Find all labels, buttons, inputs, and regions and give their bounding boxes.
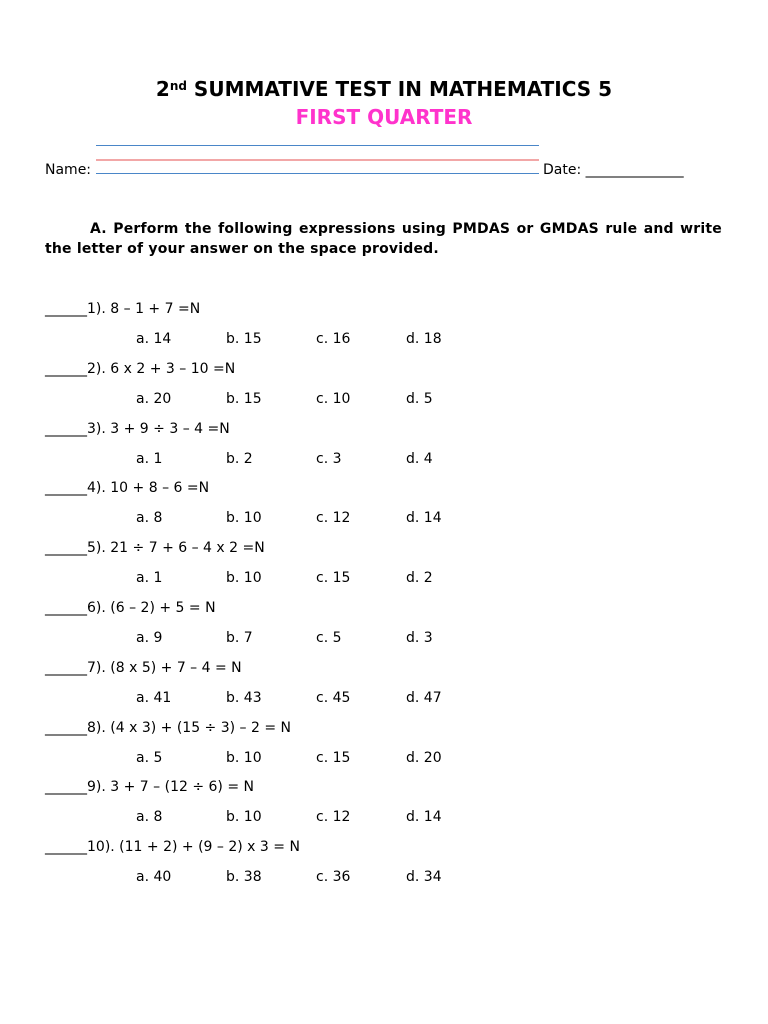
question-5-choice-c: c. 15 (316, 570, 351, 587)
question-9-choice-d: d. 14 (406, 809, 442, 826)
question-10-choice-c: c. 36 (316, 869, 351, 886)
question-10-choice-a: a. 40 (136, 869, 172, 886)
question-8-prompt: ______8). (4 x 3) + (15 ÷ 3) – 2 = N (45, 719, 292, 736)
question-7-choice-a: a. 41 (136, 689, 172, 706)
question-4-choice-a: a. 8 (136, 510, 163, 527)
date-field-label: Date: ______________ (543, 162, 684, 178)
question-6-choice-b: b. 7 (226, 630, 253, 646)
question-3-choice-a: a. 1 (136, 450, 163, 467)
question-5-prompt: ______5). 21 ÷ 7 + 6 – 4 x 2 =N (45, 540, 265, 557)
question-5-choice-d: d. 2 (406, 570, 433, 587)
question-7-choice-d: d. 47 (406, 689, 442, 706)
test-title (0, 76, 768, 102)
question-2-choice-d: d. 5 (406, 390, 433, 407)
question-5-choice-b: b. 10 (226, 570, 262, 587)
question-8-choice-c: c. 15 (316, 749, 351, 766)
question-1-choice-d: d. 18 (406, 331, 442, 347)
instructions-text: A. Perform the following expressions using PMDAS or GMDAS rule and write the letter of your answer on the space provided. (45, 221, 722, 257)
question-4-choice-c: c. 12 (316, 510, 351, 527)
question-6-choice-a: a. 9 (136, 630, 163, 646)
question-1-choice-c: c. 16 (316, 331, 351, 347)
question-7-prompt: ______7). (8 x 5) + 7 – 4 = N (45, 659, 242, 676)
title-rest: SUMMATIVE TEST IN MATHEMATICS 5 (186, 77, 613, 101)
question-1-choice-b: b. 15 (226, 331, 262, 347)
question-9-choice-b: b. 10 (226, 809, 262, 826)
question-10-choice-d: d. 34 (406, 869, 442, 886)
question-4-choice-b: b. 10 (226, 510, 262, 527)
question-3-prompt: ______3). 3 + 9 ÷ 3 – 4 =N (45, 420, 230, 437)
question-4-prompt: ______4). 10 + 8 – 6 =N (45, 480, 210, 497)
question-1-choice-a: a. 14 (136, 331, 172, 347)
header-rule-top (96, 145, 539, 146)
question-8-choice-b: b. 10 (226, 749, 262, 766)
question-9-choice-c: c. 12 (316, 809, 351, 826)
question-2-choice-a: a. 20 (136, 390, 172, 407)
question-10-prompt: ______10). (11 + 2) + (9 – 2) x 3 = N (45, 839, 300, 856)
question-9-choice-a: a. 8 (136, 809, 163, 826)
question-2-choice-c: c. 10 (316, 390, 351, 407)
title-prefix: 2 (155, 77, 170, 101)
question-10-choice-b: b. 38 (226, 869, 262, 886)
question-3-choice-c: c. 3 (316, 450, 342, 467)
question-6-prompt: ______6). (6 – 2) + 5 = N (45, 600, 216, 616)
question-6-choice-d: d. 3 (406, 630, 433, 646)
question-8-choice-d: d. 20 (406, 749, 442, 766)
name-underline (96, 173, 539, 174)
question-6-choice-c: c. 5 (316, 630, 342, 646)
test-subtitle: FIRST QUARTER (295, 105, 473, 129)
header-rule-middle (96, 159, 539, 161)
question-4-choice-d: d. 14 (406, 510, 442, 527)
question-2-choice-b: b. 15 (226, 390, 262, 407)
question-1-prompt: ______1). 8 – 1 + 7 =N (45, 301, 201, 317)
question-2-prompt: ______2). 6 x 2 + 3 – 10 =N (45, 360, 236, 377)
question-3-choice-b: b. 2 (226, 450, 253, 467)
name-field-label: Name: (45, 162, 92, 178)
question-9-prompt: ______9). 3 + 7 – (12 ÷ 6) = N (45, 779, 254, 796)
question-8-choice-a: a. 5 (136, 749, 163, 766)
question-7-choice-b: b. 43 (226, 689, 262, 706)
question-7-choice-c: c. 45 (316, 689, 351, 706)
question-5-choice-a: a. 1 (136, 570, 163, 587)
title-ordinal-suffix: nd (169, 79, 187, 93)
question-3-choice-d: d. 4 (406, 450, 433, 467)
